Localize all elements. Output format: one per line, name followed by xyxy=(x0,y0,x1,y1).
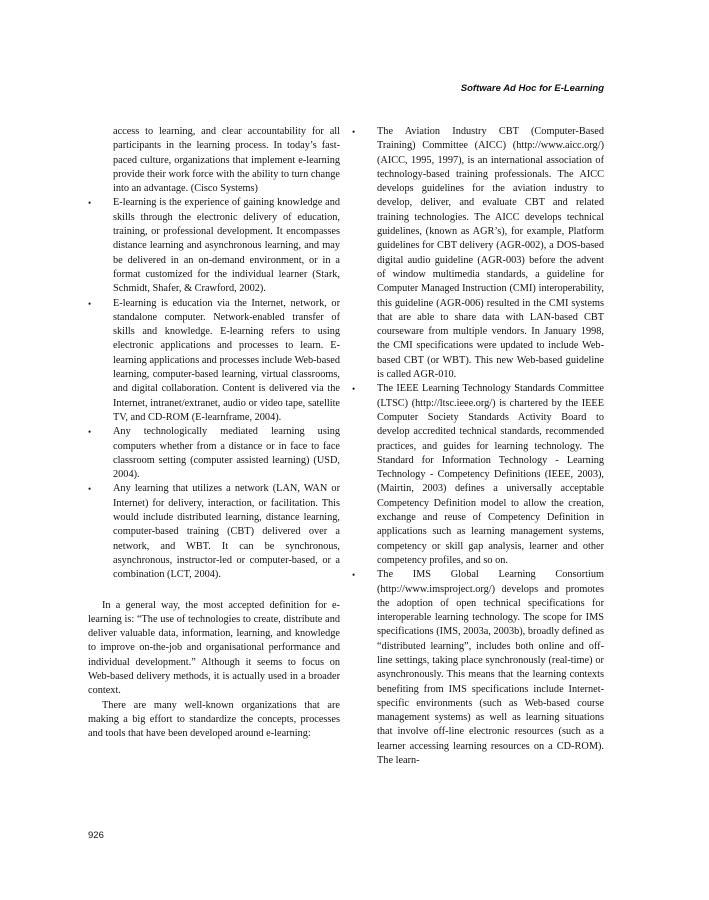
right-column xyxy=(352,125,604,768)
list-item-text: E-learning is education via the Internet, network, or standalone computer. Network-enabled transfer of skills and knowledge. E-learning refers to using electronic applications and processes to learn. E-learning applications and processes include Web-based learning, computer-based learning, virtual classrooms, and digital collaboration. Content is delivered via the Internet, intranet/extranet, audio or video tape, satellite TV, and CD-ROM (E-learnframe, 2004). xyxy=(113,297,340,423)
bullet-icon: • xyxy=(88,198,92,209)
bullet-icon: • xyxy=(88,427,92,438)
continuation-text: access to learning, and clear accountability for all participants in the learning process. In today’s fast-paced culture, organizations that implement e-learning provide their work force with the ability to turn change into an advantage. (Cisco Systems) xyxy=(113,126,340,195)
list-item xyxy=(88,482,340,582)
bullet-icon: • xyxy=(352,127,356,137)
page-number: 926 xyxy=(88,830,104,841)
body-paragraph: There are many well-known organizations that are making a big effort to standardize the concepts, processes and tools that have been developed around e-learning: xyxy=(88,699,340,740)
definition-list xyxy=(88,196,340,582)
list-item-text: The Aviation Industry CBT (Computer-Based Training) Committee (AICC) (http://www.aicc.org/) (AICC, 1995, 1997), is an international association of technology-based training professionals. The AICC develops guidelines for the aviation industry to develop, deliver, and evaluate CBT and related training technologies. The AICC develops technical guidelines, (known as AGR’s), for example, Platform guidelines for CBT delivery (AGR-002), a DOS-based digital audio guideline (AGR-003) before the advent of window multimedia standards, a guideline for Computer Managed Instruction (CMI) interoperability, this guideline (AGR-006) resulted in the CMI systems that are able to share data with LAN-based CBT courseware from multiple vendors. In January 1998, the CMI specifications were updated to include Web-based CBT (or WBT). This new Web-based guideline is called AGR-010. xyxy=(377,126,604,381)
list-item-text: The IEEE Learning Technology Standards Committee (LTSC) (http://ltsc.ieee.org/) is chartered by the IEEE Computer Society Standards Activity Board to develop accredited technical standards, recommended practices, and guides for learning technology. The Standard for Information Technology - Learning Technology - Competency Definitions (IEEE, 2003), (Mairtin, 2003) defines a universally acceptable Competency Definition model to allow the creation, exchange and reuse of Competency Definition in applications such as learning management systems, competency or skill gap analysis, learner and other competency profiles, and so on. xyxy=(377,383,604,566)
organization-list xyxy=(352,125,604,768)
running-head: Software Ad Hoc for E-Learning xyxy=(460,83,604,94)
bullet-icon: • xyxy=(88,298,92,309)
body-paragraph: In a general way, the most accepted definition for e-learning is: “The use of technologies to create, distribute and deliver valuable data, information, learning, and knowledge to improve on-the-job and organisational performance and individual development.” Although it seems to focus on Web-based delivery methods, it is actually used in a broader context. xyxy=(88,599,340,697)
list-item xyxy=(88,196,340,296)
list-item xyxy=(352,568,604,768)
bullet-icon: • xyxy=(352,384,356,395)
left-column xyxy=(88,125,340,741)
list-item-text: Any learning that utilizes a network (LAN, WAN or Internet) for delivery, interaction, or facilitation. This would include distributed learning, distance learning, computer-based training (CBT) delivered over a network, and WBT. It can be synchronous, asynchronous, instructor-led or computer-based, or a combination (LCT, 2004). xyxy=(113,483,340,581)
list-item-text: E-learning is the experience of gaining knowledge and skills through the electronic delivery of education, training, or professional development. It encompasses distance learning and asynchronous learning, and may be delivered in an on-demand environment, or in a format customized for the individual learner (Stark, Schmidt, Shafer, & Crawford, 2002). xyxy=(113,197,340,295)
list-item xyxy=(352,382,604,568)
list-item-text: Any technologically mediated learning using computers whether from a distance or in face to face classroom setting (computer assisted learning) (USD, 2004). xyxy=(113,426,340,481)
list-item xyxy=(88,425,340,482)
list-item xyxy=(88,297,340,426)
bullet-icon: • xyxy=(352,570,356,581)
list-item-text: The IMS Global Learning Consortium (http://www.imsproject.org/) develops and promotes the adoption of open technical specifications for interoperable learning technology. The scope for IMS specifications (IMS, 2003a, 2003b), broadly defined as “distributed learning”, includes both online and off-line settings, taking place synchronously (real-time) or asynchronously. This means that the learning contexts benefiting from IMS specifications include Internet-specific environments (such as Web-based course management systems) as well as learning situations that involve off-line electronic resources (such as a learner accessing learning resources on a CD-ROM). The learn- xyxy=(377,569,604,767)
list-item xyxy=(352,125,604,382)
bullet-icon: • xyxy=(88,484,92,495)
